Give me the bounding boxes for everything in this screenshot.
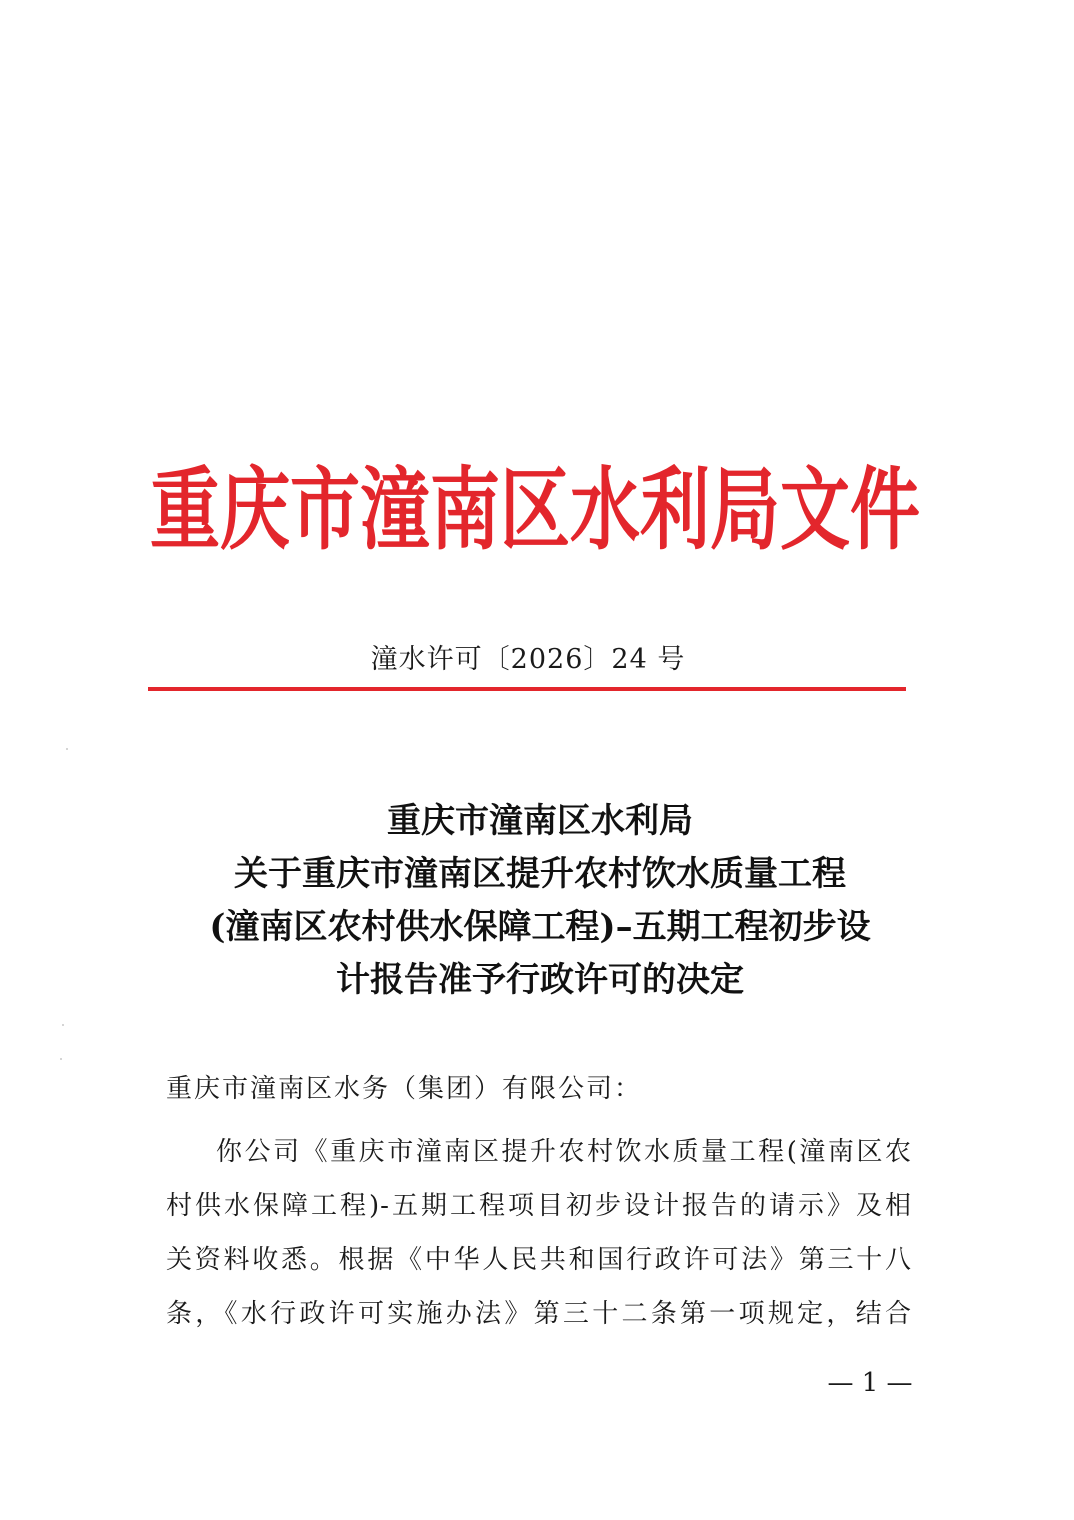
document-title <box>150 795 930 1007</box>
title-line: 计报告准予行政许可的决定 <box>336 960 744 1000</box>
body-line: 条，《水行政许可实施办法》第三十二条第一项规定，结合 <box>166 1299 912 1329</box>
body-line: 关资料收悉。根据《中华人民共和国行政许可法》第三十八 <box>166 1245 912 1275</box>
title-line: 关于重庆市潼南区提升农村饮水质量工程 <box>234 854 846 894</box>
document-number: 潼水许可〔2026〕24 号 <box>370 644 686 675</box>
title-line: 重庆市潼南区水利局 <box>387 801 693 841</box>
page-number: — 1 — <box>827 1368 913 1398</box>
scan-speck <box>60 1058 62 1060</box>
title-line: (潼南区农村供水保障工程)–五期工程初步设 <box>209 907 871 947</box>
body-line: 村供水保障工程)-五期工程项目初步设计报告的请示》及相 <box>166 1191 912 1221</box>
addressee: 重庆市潼南区水务（集团）有限公司： <box>166 1074 643 1104</box>
body-paragraph <box>166 1125 912 1341</box>
masthead-title: 重庆市潼南区水利局文件 <box>150 457 920 563</box>
red-divider-line <box>148 687 906 691</box>
scan-speck <box>66 748 68 750</box>
scan-speck <box>62 1024 64 1026</box>
body-line: 你公司《重庆市潼南区提升农村饮水质量工程(潼南区农 <box>216 1137 912 1167</box>
